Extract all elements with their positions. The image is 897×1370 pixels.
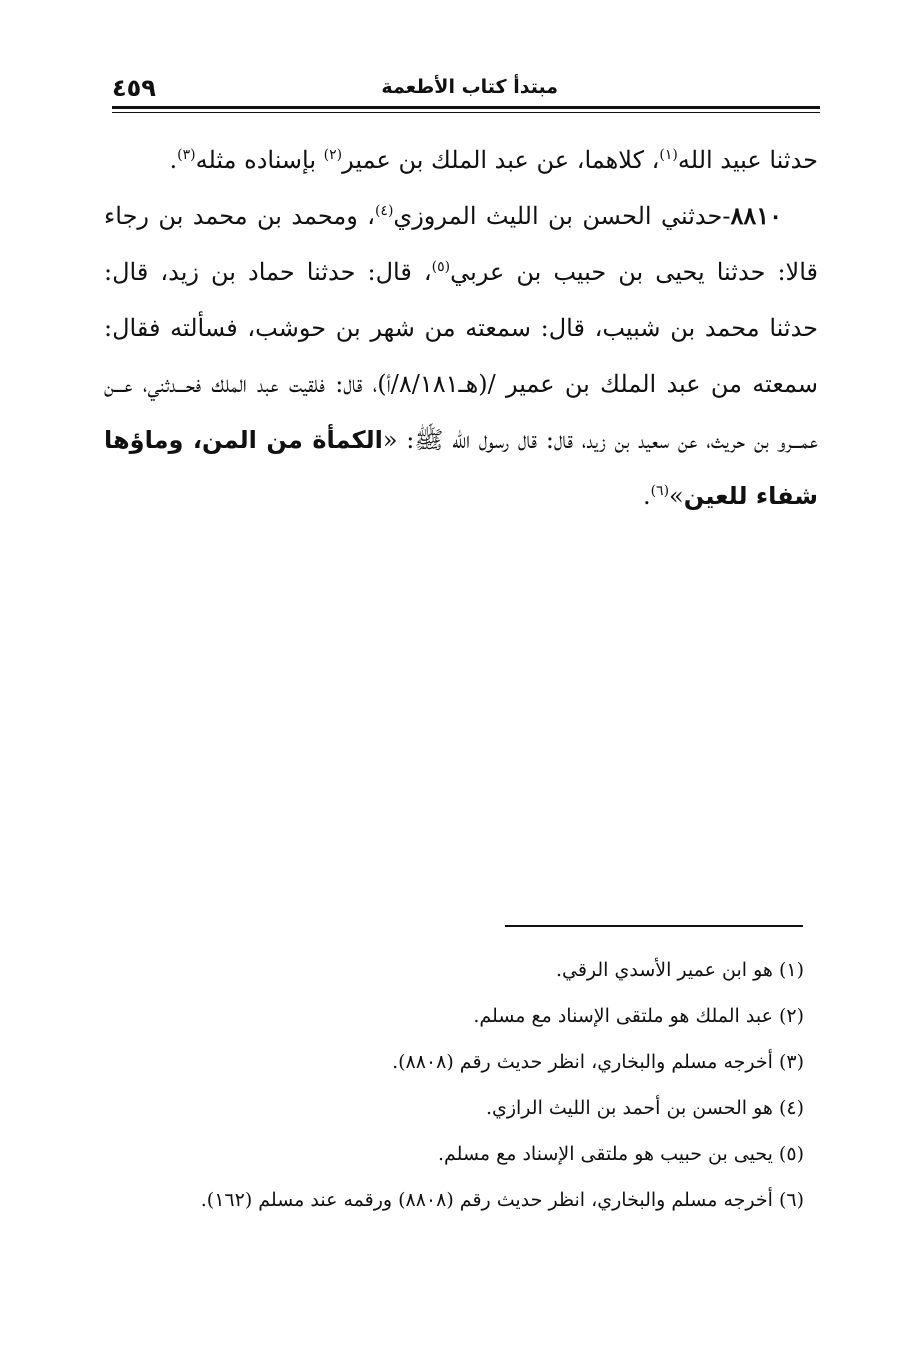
text-run: -حدثني الحسن بن الليث المروزي (393, 202, 731, 230)
paragraph-continuation (104, 132, 818, 188)
footnote-ref-1[interactable]: (١) (659, 147, 678, 163)
footnote-ref-2[interactable]: (٢) (323, 147, 343, 163)
text-run: بإسناده مثله (195, 146, 324, 174)
text-run: ، قال: حدثنا حماد بن زيد، قال: حدثنا محمد بن شبيب، قال: سمعته من شهر بن حوشب، فسألته فقال: سمعته من عبد الملك بن عمير /(هـ٨/١٨١/أ)، قال: فلقيت عبد الملك فحـــدثني، عـــن عمـــرو بن حريث، عن سعيد بن زيد، قال: قال رسول الله ﷺ: (104, 258, 819, 454)
text-run: ، كلاهما، عن عبد الملك بن عمير (342, 146, 660, 174)
header-rule-thin (112, 112, 820, 113)
header-rule-thick (112, 106, 820, 109)
quote-open: « (382, 426, 398, 454)
footnote-separator (505, 925, 803, 927)
footnote-ref-6[interactable]: (٦) (650, 483, 670, 499)
text-run: حدثنا عبيد الله (677, 146, 818, 174)
footnote-6: (٦) أخرجه مسلم والبخاري، انظر حديث رقم (٨٨٠٨) ورقمه عند مسلم (١٦٢). (200, 1189, 804, 1211)
text-run: . (642, 482, 651, 510)
quote-close: » (669, 482, 684, 510)
text-run: ، ومحمد بن محمد بن رجاء قالا: حدثنا يحيى بن حبيب بن عربي (104, 202, 819, 286)
footnote-4: (٤) هو الحسن بن أحمد بن الليث الرازي. (485, 1097, 804, 1119)
footnote-ref-3[interactable]: (٣) (177, 147, 196, 163)
footnote-2: (٢) عبد الملك هو ملتقى الإسناد مع مسلم. (473, 1005, 804, 1027)
footnote-3: (٣) أخرجه مسلم والبخاري، انظر حديث رقم (٨٨٠٨). (392, 1051, 804, 1073)
text-run: . (169, 146, 178, 174)
hadith-number: ٨٨١٠ (730, 201, 782, 230)
page-number: ٤٥٩ (112, 74, 156, 102)
footnote-1: (١) هو ابن عمير الأسدي الرقي. (555, 959, 804, 981)
footnote-ref-4[interactable]: (٤) (374, 203, 394, 219)
footnotes (104, 947, 804, 1223)
main-text (104, 132, 818, 524)
page-header (112, 74, 820, 102)
running-title: مبتدأ كتاب الأطعمة (381, 76, 558, 98)
footnote-5: (٥) يحيى بن حبيب هو ملتقى الإسناد مع مسلم. (437, 1143, 804, 1165)
hadith-paragraph (104, 188, 818, 524)
footnote-ref-5[interactable]: (٥) (431, 259, 451, 275)
hadith-matn: الكمأة من المن، وماؤها شفاء للعين (104, 426, 818, 510)
